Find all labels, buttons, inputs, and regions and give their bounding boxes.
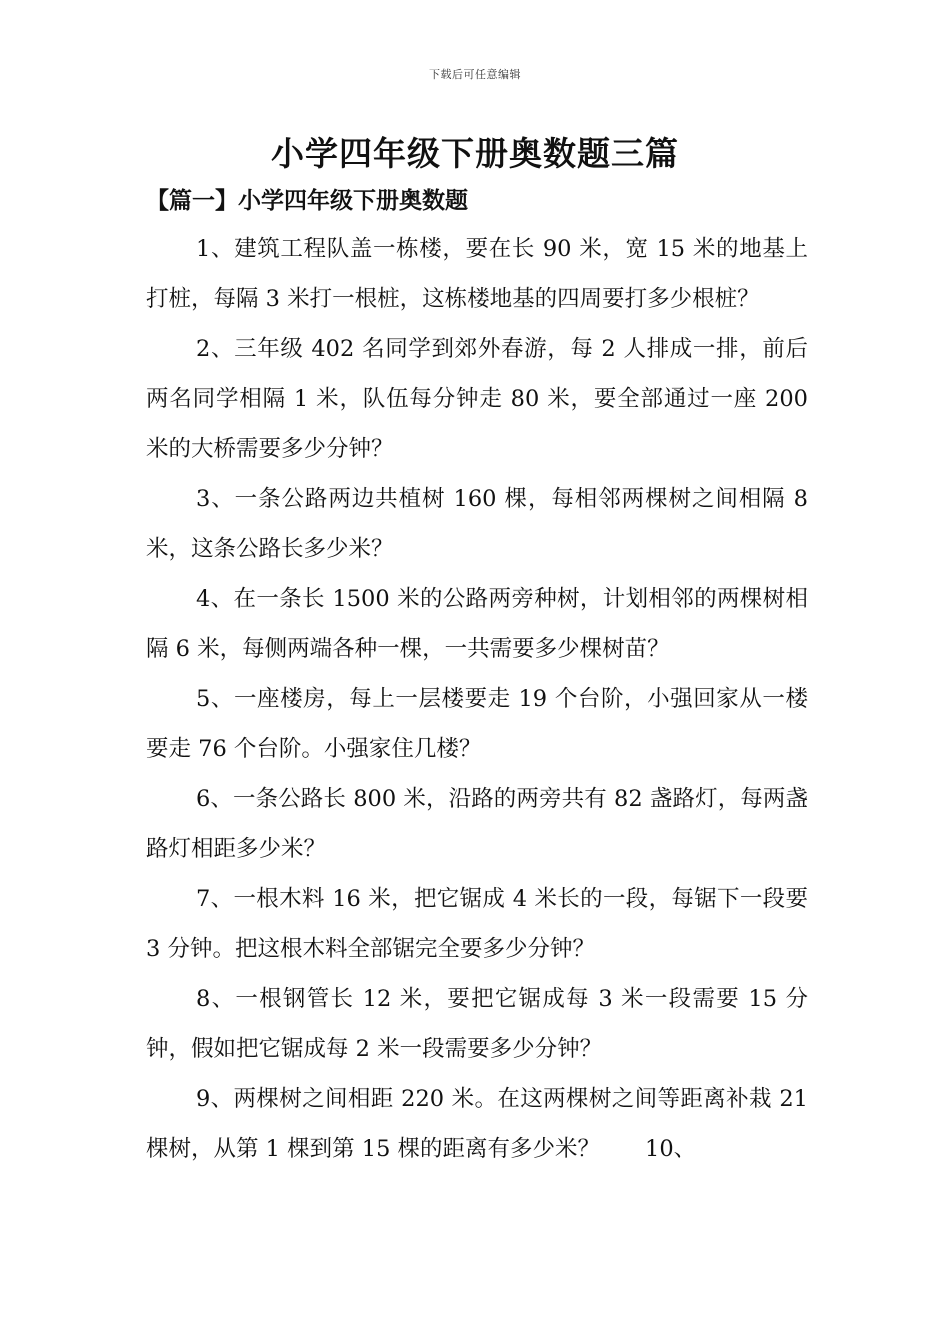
problem-9: 9、两棵树之间相距 220 米。在这两棵树之间等距离补栽 21 棵树，从第 1 棵到第 15 棵的距离有多少米？ 10、 xyxy=(146,1086,808,1162)
problem-3: 3、一条公路两边共植树 160 棵，每相邻两棵树之间相隔 8 米，这条公路长多少米？ xyxy=(146,486,808,562)
problem-8: 8、一根钢管长 12 米，要把它锯成每 3 米一段需要 15 分钟，假如把它锯成每 2 米一段需要多少分钟？ xyxy=(146,986,808,1062)
header-note: 下载后可任意编辑 xyxy=(429,68,521,81)
problem-6: 6、一条公路长 800 米，沿路的两旁共有 82 盏路灯，每两盏路灯相距多少米？ xyxy=(146,786,808,862)
section-heading: 【篇一】小学四年级下册奥数题 xyxy=(146,187,468,214)
page-title: 小学四年级下册奥数题三篇 xyxy=(271,134,679,173)
problem-4: 4、在一条长 1500 米的公路两旁种树，计划相邻的两棵树相隔 6 米，每侧两端各种一棵，一共需要多少棵树苗？ xyxy=(146,586,808,662)
problem-7: 7、一根木料 16 米，把它锯成 4 米长的一段，每锯下一段要 3 分钟。把这根木料全部锯完全要多少分钟？ xyxy=(146,886,808,962)
problem-1: 1、建筑工程队盖一栋楼，要在长 90 米，宽 15 米的地基上打桩，每隔 3 米打一根桩，这栋楼地基的四周要打多少根桩？ xyxy=(146,236,808,312)
problem-5: 5、一座楼房，每上一层楼要走 19 个台阶，小强回家从一楼要走 76 个台阶。小强家住几楼？ xyxy=(146,686,808,762)
problem-2: 2、三年级 402 名同学到郊外春游，每 2 人排成一排，前后两名同学相隔 1 米，队伍每分钟走 80 米，要全部通过一座 200 米的大桥需要多少分钟？ xyxy=(146,336,808,462)
problem-list xyxy=(146,224,808,1174)
